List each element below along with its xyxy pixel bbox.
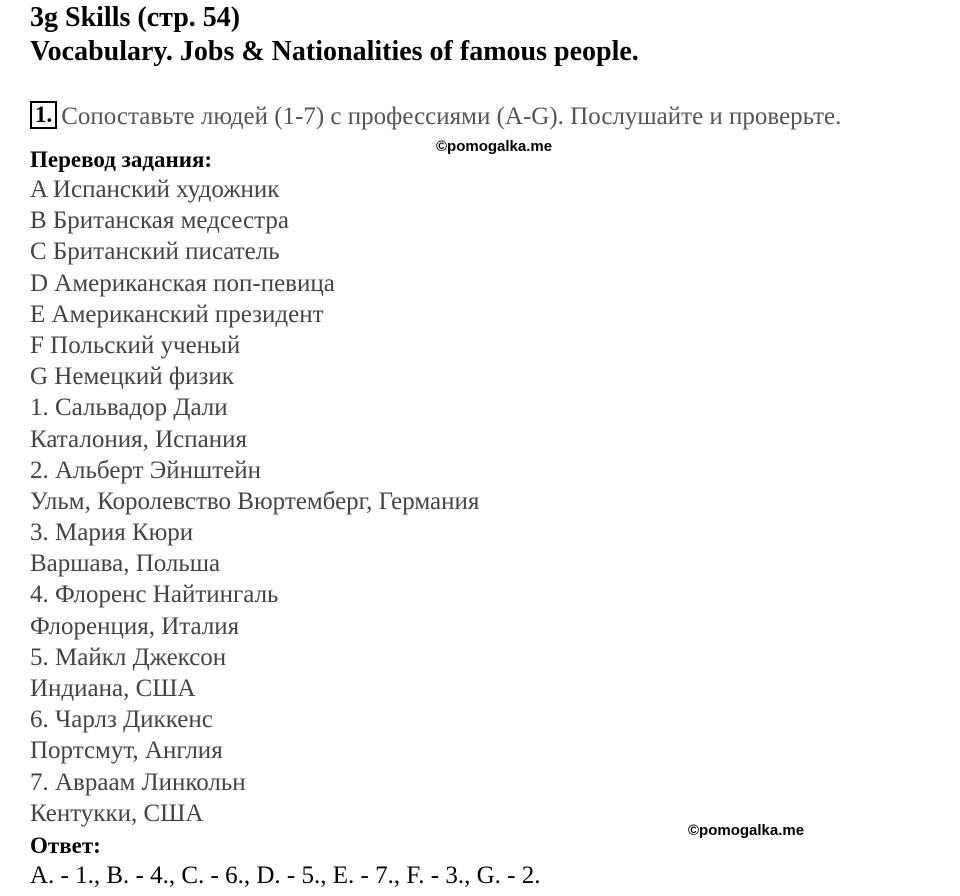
task-instruction-text: Сопоставьте людей (1-7) с профессиями (A-G). Послушайте и проверьте. [61,103,842,130]
list-item: 3. Мария Кюри [30,519,194,547]
list-item: Флоренция, Италия [30,612,240,640]
task-instruction [30,101,841,133]
translation-list [30,174,479,829]
list-item: Портсмут, Англия [30,737,223,765]
answer-heading: Ответ: [30,833,101,858]
watermark: ©pomogalka.me [688,822,805,839]
list-item: 5. Майкл Джексон [30,643,227,671]
list-item: F Польский ученый [30,331,241,359]
task-number: 1. [30,101,57,129]
list-item: D Американская поп-певица [30,269,335,297]
list-item: A Испанский художник [30,176,280,203]
answer-text: A. - 1., B. - 4., C. - 6., D. - 5., E. - 7., F. - 3., G. - 2. [30,862,541,889]
list-item: 4. Флоренс Найтингаль [30,581,279,609]
list-item: 1. Сальвадор Дали [30,394,228,422]
translation-heading: Перевод задания: [30,147,213,172]
list-item: 2. Альберт Эйнштейн [30,456,262,484]
list-item: 7. Авраам Линкольн [30,768,246,796]
page-title: 3g Skills (стр. 54) [30,2,241,33]
page-subtitle: Vocabulary. Jobs & Nationalities of famous people. [30,36,639,67]
list-item: Индиана, США [30,675,196,702]
list-item: B Британская медсестра [30,207,289,235]
list-item: Кентукки, США [30,799,204,827]
list-item: C Британский писатель [30,238,280,266]
list-item: G Немецкий физик [30,363,234,391]
list-item: Ульм, Королевство Вюртемберг, Германия [30,487,480,515]
list-item: E Американский президент [30,300,324,328]
list-item: Каталония, Испания [30,425,247,453]
list-item: Варшава, Польша [30,550,221,578]
watermark: ©pomogalka.me [436,138,553,155]
list-item: 6. Чарлз Диккенс [30,706,213,734]
